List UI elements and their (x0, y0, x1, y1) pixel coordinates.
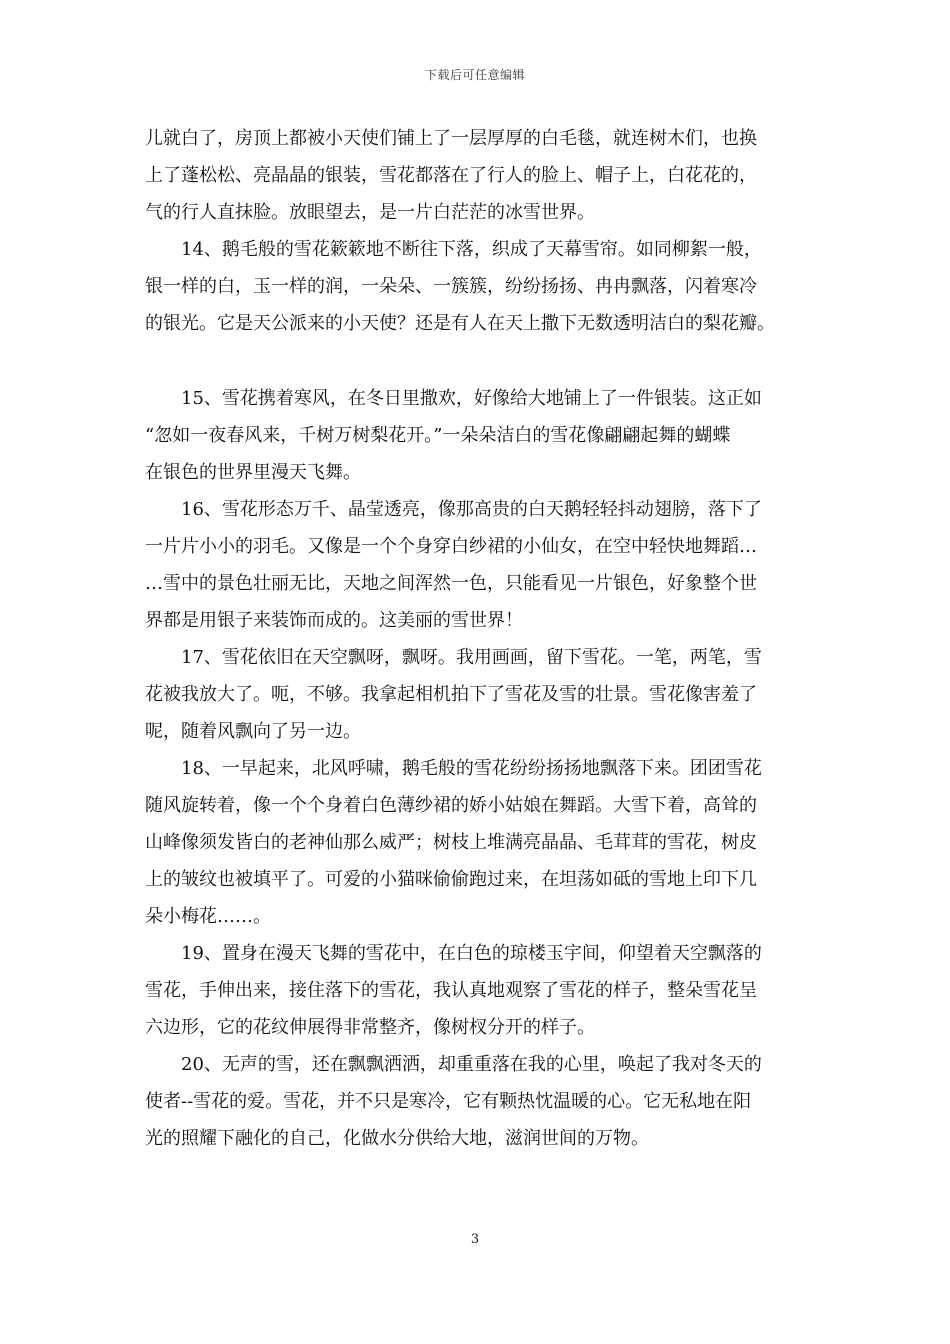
text-line: 光的照耀下融化的自己，化做水分供给大地，滋润世间的万物。 (145, 1128, 649, 1149)
text-line: 上了蓬松松、亮晶晶的银装，雪花都落在了行人的脸上、帽子上，白花花的， (145, 165, 757, 186)
text-line: “忽如一夜春风来，千树万树梨花开。”一朵朵洁白的雪花像翩翩起舞的蝴蝶 (145, 425, 731, 446)
text-line: 17、雪花依旧在天空飘呀，飘呀。我用画画，留下雪花。一笔，两笔，雪 (181, 647, 762, 668)
text-line: 六边形，它的花纹伸展得非常整齐，像树杈分开的样子。 (145, 1017, 595, 1038)
page-header: 下载后可任意编辑 (424, 68, 525, 82)
text-line: 一片片小小的羽毛。又像是一个个身穿白纱裙的小仙女，在空中轻快地舞蹈… (145, 536, 757, 557)
text-line: 随风旋转着，像一个个身着白色薄纱裙的娇小姑娘在舞蹈。大雪下着，高耸的 (145, 795, 757, 816)
text-line: 银一样的白，玉一样的润，一朵朵、一簇簇，纷纷扬扬、冉冉飘落，闪着寒冷 (145, 276, 757, 297)
paragraph-20 (145, 1046, 815, 1157)
paragraph-15 (145, 380, 815, 491)
text-line: 的银光。它是天公派来的小天使？还是有人在天上撒下无数透明洁白的梨花瓣。 (145, 313, 775, 334)
paragraph-14 (145, 231, 815, 342)
paragraph-17 (145, 639, 815, 750)
text-line: 儿就白了，房顶上都被小天使们铺上了一层厚厚的白毛毯，就连树木们，也换 (145, 128, 757, 149)
paragraph-16 (145, 491, 815, 639)
text-line: 界都是用银子来装饰而成的。这美丽的雪世界！ (145, 610, 523, 631)
document-body (145, 120, 815, 1157)
text-line: 使者--雪花的爱。雪花，并不只是寒冷，它有颗热忱温暖的心。它无私地在阳 (145, 1091, 752, 1112)
text-line: …雪中的景色壮丽无比，天地之间浑然一色，只能看见一片银色，好象整个世 (145, 573, 757, 594)
text-line: 19、置身在漫天飞舞的雪花中，在白色的琼楼玉宇间，仰望着天空飘落的 (181, 943, 762, 964)
text-line: 在银色的世界里漫天飞舞。 (145, 462, 361, 483)
text-line: 山峰像须发皆白的老神仙那么威严；树枝上堆满亮晶晶、毛茸茸的雪花，树皮 (145, 832, 757, 853)
text-line: 呢，随着风飘向了另一边。 (145, 721, 361, 742)
text-line: 朵小梅花……。 (145, 906, 271, 927)
text-line: 20、无声的雪，还在飘飘洒洒，却重重落在我的心里，唤起了我对冬天的 (181, 1054, 762, 1075)
paragraph-spacer (145, 342, 815, 380)
text-line: 花被我放大了。呃，不够。我拿起相机拍下了雪花及雪的壮景。雪花像害羞了 (145, 684, 757, 705)
text-line: 气的行人直抹脸。放眼望去，是一片白茫茫的冰雪世界。 (145, 202, 595, 223)
text-line: 16、雪花形态万千、晶莹透亮，像那高贵的白天鹅轻轻抖动翅膀，落下了 (181, 499, 762, 520)
text-line: 15、雪花携着寒风，在冬日里撒欢，好像给大地铺上了一件银装。这正如 (181, 388, 762, 409)
text-line: 14、鹅毛般的雪花簌簌地不断往下落，织成了天幕雪帘。如同柳絮一般， (181, 239, 762, 260)
text-line: 18、一早起来，北风呼啸，鹅毛般的雪花纷纷扬扬地飘落下来。团团雪花 (181, 758, 762, 779)
text-line: 雪花，手伸出来，接住落下的雪花，我认真地观察了雪花的样子，整朵雪花呈 (145, 980, 757, 1001)
paragraph-continuation (145, 120, 815, 231)
paragraph-18 (145, 750, 815, 935)
paragraph-19 (145, 935, 815, 1046)
text-line: 上的皱纹也被填平了。可爱的小猫咪偷偷跑过来，在坦荡如砥的雪地上印下几 (145, 869, 757, 890)
page-number: 3 (470, 1232, 480, 1247)
